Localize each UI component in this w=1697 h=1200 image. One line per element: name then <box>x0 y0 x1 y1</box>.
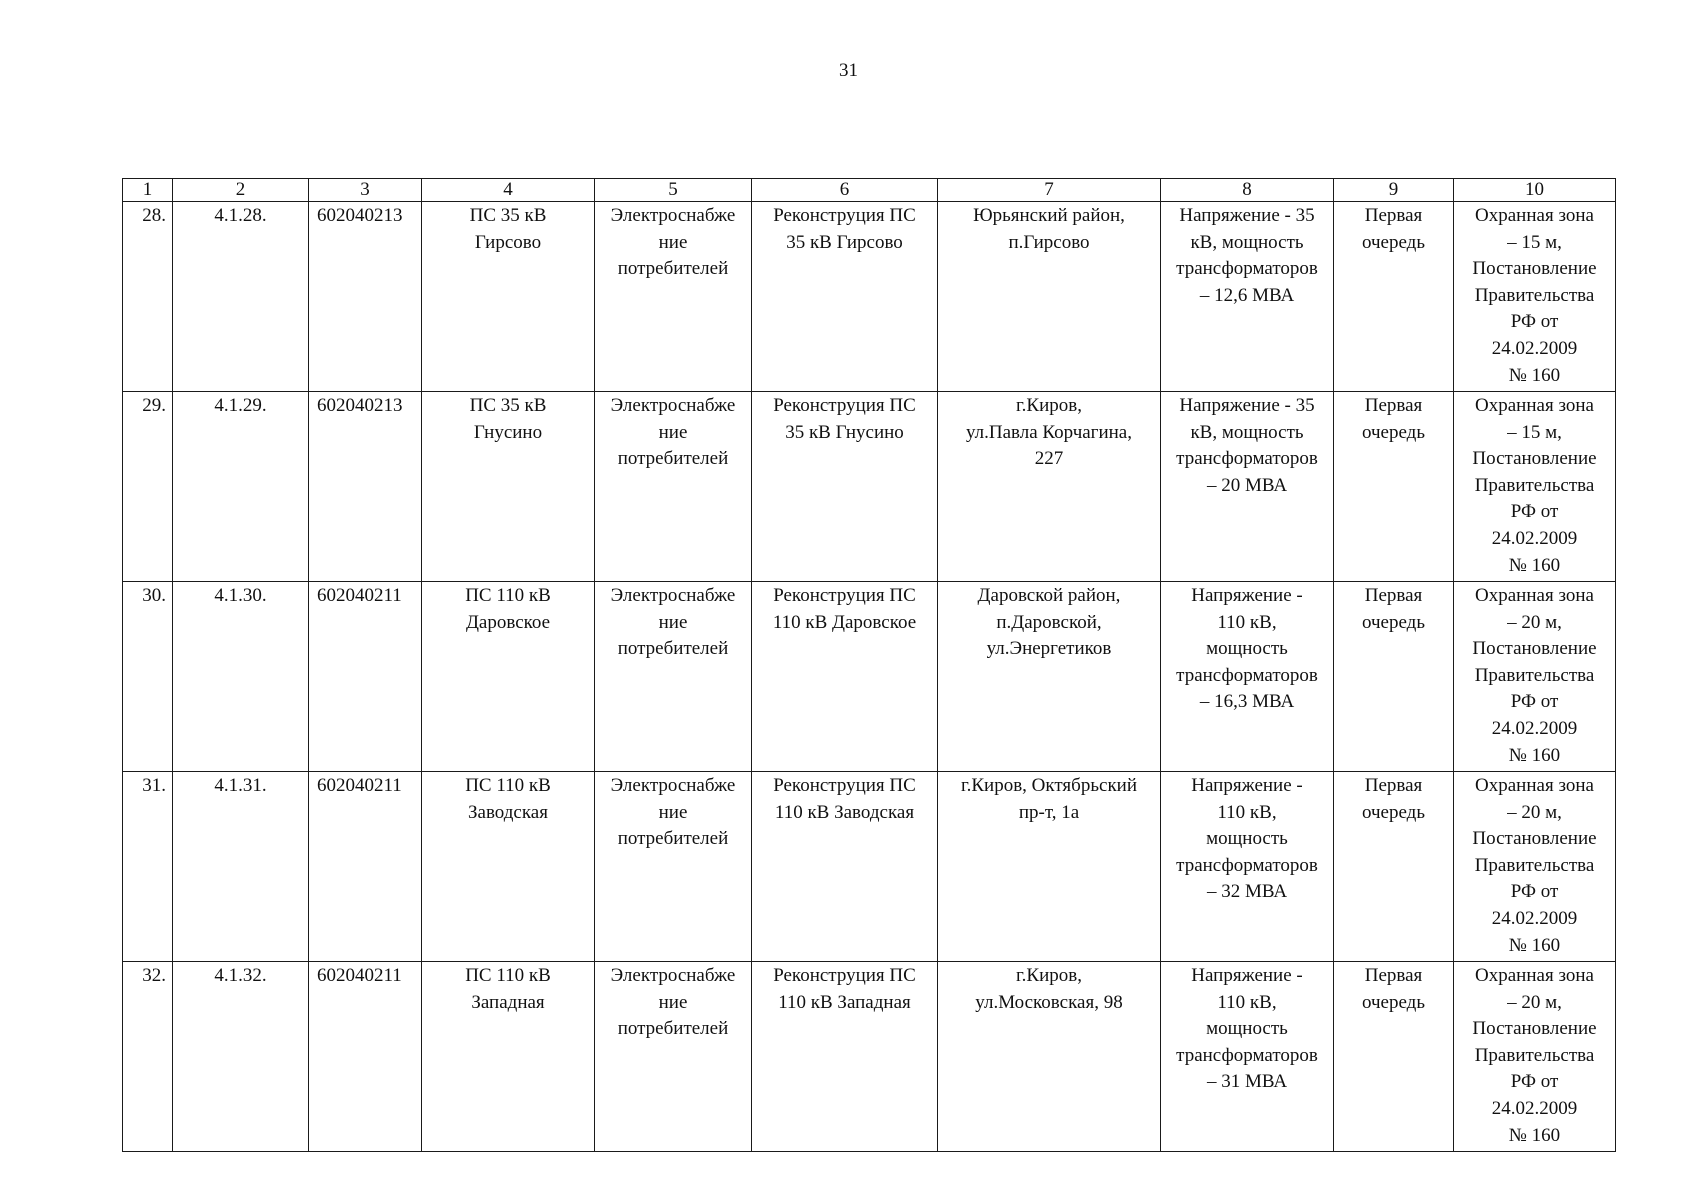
cell-line: Гнусино <box>473 421 543 443</box>
cell-line: Правительства <box>1474 284 1595 306</box>
cell-line: ул.Московская, 98 <box>975 991 1123 1013</box>
location-cell <box>938 582 1161 772</box>
cell-line: 35 кВ Гирсово <box>786 231 903 253</box>
object-code-cell: 602040211 <box>309 962 422 1152</box>
cell-line: Электроснабже <box>610 585 736 606</box>
cell-line: п.Гирсово <box>1008 231 1090 253</box>
cell-line: – 20 м, <box>1507 611 1562 633</box>
cell-line: № 160 <box>1508 1124 1561 1146</box>
cell-line: Правительства <box>1474 854 1595 876</box>
stage-cell <box>1334 392 1454 582</box>
cell-line: пр-т, 1а <box>1018 801 1080 823</box>
row-number-cell: 32. <box>123 962 173 1152</box>
item-reference-cell: 4.1.29. <box>173 392 309 582</box>
cell-line: трансформаторов <box>1176 258 1318 280</box>
cell-line: Электроснабже <box>610 205 736 226</box>
action-cell <box>752 392 938 582</box>
column-number-4: 4 <box>422 179 595 202</box>
cell-line: 24.02.2009 <box>1491 1097 1578 1119</box>
cell-line: Даровское <box>465 611 551 633</box>
cell-line: очередь <box>1361 421 1425 443</box>
cell-line: 110 кВ, <box>1217 611 1277 633</box>
cell-line: Напряжение - <box>1191 775 1303 796</box>
cell-line: № 160 <box>1508 554 1561 576</box>
object-name-cell <box>422 772 595 962</box>
table-row <box>123 582 1616 772</box>
cell-line: ул.Энергетиков <box>986 638 1112 660</box>
cell-line: РФ от <box>1510 881 1559 903</box>
cell-line: Первая <box>1364 585 1423 606</box>
page-number: 31 <box>839 60 858 81</box>
row-number-cell: 31. <box>123 772 173 962</box>
cell-line: трансформаторов <box>1176 664 1318 686</box>
cell-line: Охранная зона <box>1475 395 1594 416</box>
cell-line: Правительства <box>1474 1044 1595 1066</box>
cell-line: ние <box>658 801 688 823</box>
object-name-cell <box>422 392 595 582</box>
action-cell <box>752 772 938 962</box>
cell-line: – 15 м, <box>1507 231 1562 253</box>
cell-line: ние <box>658 421 688 443</box>
protection-zone-cell <box>1454 772 1616 962</box>
cell-line: 24.02.2009 <box>1491 717 1578 739</box>
cell-line: 110 кВ Даровское <box>772 611 917 633</box>
protection-zone-cell <box>1454 202 1616 392</box>
cell-line: очередь <box>1361 991 1425 1013</box>
cell-line: 227 <box>1034 448 1064 470</box>
cell-line: Даровской район, <box>977 585 1121 606</box>
cell-line: ПС 110 кВ <box>465 585 551 606</box>
cell-line: № 160 <box>1508 744 1561 766</box>
table-row <box>123 772 1616 962</box>
column-number-5: 5 <box>595 179 752 202</box>
stage-cell <box>1334 962 1454 1152</box>
row-number-cell: 29. <box>123 392 173 582</box>
cell-line: ПС 110 кВ <box>465 775 551 796</box>
purpose-cell <box>595 392 752 582</box>
object-code-cell: 602040211 <box>309 582 422 772</box>
object-code-cell: 602040211 <box>309 772 422 962</box>
cell-line: Охранная зона <box>1475 775 1594 796</box>
table-row <box>123 202 1616 392</box>
object-name-cell <box>422 582 595 772</box>
cell-line: 24.02.2009 <box>1491 527 1578 549</box>
column-number-9: 9 <box>1334 179 1454 202</box>
cell-line: ул.Павла Корчагина, <box>966 421 1132 443</box>
cell-line: Постановление <box>1472 638 1597 660</box>
cell-line: ние <box>658 231 688 253</box>
purpose-cell <box>595 772 752 962</box>
column-number-10: 10 <box>1454 179 1616 202</box>
cell-line: Правительства <box>1474 664 1595 686</box>
cell-line: Реконструция ПС <box>773 775 916 796</box>
action-cell <box>752 962 938 1152</box>
cell-line: 110 кВ, <box>1217 991 1277 1013</box>
row-number-cell: 30. <box>123 582 173 772</box>
object-code-cell: 602040213 <box>309 392 422 582</box>
object-name-cell <box>422 202 595 392</box>
cell-line: Первая <box>1364 775 1423 796</box>
cell-line: трансформаторов <box>1176 854 1318 876</box>
cell-line: Реконструция ПС <box>773 585 916 606</box>
item-reference-cell: 4.1.28. <box>173 202 309 392</box>
cell-line: РФ от <box>1510 1071 1559 1093</box>
cell-line: Первая <box>1364 205 1423 226</box>
cell-line: Постановление <box>1472 828 1597 850</box>
cell-line: – 31 МВА <box>1206 1071 1288 1093</box>
cell-line: кВ, мощность <box>1190 231 1304 253</box>
table-body <box>123 179 1616 1152</box>
cell-line: трансформаторов <box>1176 1044 1318 1066</box>
cell-line: РФ от <box>1510 501 1559 523</box>
cell-line: Заводская <box>468 801 548 823</box>
cell-line: – 20 МВА <box>1206 474 1288 496</box>
location-cell <box>938 962 1161 1152</box>
cell-line: 24.02.2009 <box>1491 907 1578 929</box>
object-name-cell <box>422 962 595 1152</box>
specifications-cell <box>1161 962 1334 1152</box>
cell-line: Напряжение - 35 <box>1179 205 1315 226</box>
cell-line: Охранная зона <box>1475 205 1594 226</box>
cell-line: № 160 <box>1508 364 1561 386</box>
cell-line: – 32 МВА <box>1206 881 1288 903</box>
item-reference-cell: 4.1.30. <box>173 582 309 772</box>
cell-line: ПС 35 кВ <box>469 395 547 416</box>
cell-line: Первая <box>1364 395 1423 416</box>
stage-cell <box>1334 202 1454 392</box>
cell-line: Охранная зона <box>1475 585 1594 606</box>
column-number-1: 1 <box>123 179 173 202</box>
cell-line: г.Киров, Октябрьский <box>960 775 1138 796</box>
stage-cell <box>1334 772 1454 962</box>
cell-line: Напряжение - 35 <box>1179 395 1315 416</box>
object-code-cell: 602040213 <box>309 202 422 392</box>
cell-line: Первая <box>1364 965 1423 986</box>
cell-line: РФ от <box>1510 311 1559 333</box>
cell-line: 24.02.2009 <box>1491 337 1578 359</box>
action-cell <box>752 202 938 392</box>
cell-line: потребителей <box>617 1018 729 1040</box>
column-number-8: 8 <box>1161 179 1334 202</box>
cell-line: Электроснабже <box>610 775 736 796</box>
cell-line: Электроснабже <box>610 965 736 986</box>
cell-line: Постановление <box>1472 258 1597 280</box>
row-number-cell: 28. <box>123 202 173 392</box>
cell-line: п.Даровской, <box>996 611 1102 633</box>
cell-line: 35 кВ Гнусино <box>785 421 904 443</box>
cell-line: потребителей <box>617 638 729 660</box>
specifications-cell <box>1161 392 1334 582</box>
column-number-6: 6 <box>752 179 938 202</box>
cell-line: – 16,3 МВА <box>1199 691 1295 713</box>
cell-line: мощность <box>1206 638 1288 660</box>
cell-line: ние <box>658 991 688 1013</box>
location-cell <box>938 392 1161 582</box>
specifications-cell <box>1161 772 1334 962</box>
cell-line: очередь <box>1361 611 1425 633</box>
cell-line: г.Киров, <box>1016 395 1082 416</box>
cell-line: трансформаторов <box>1176 448 1318 470</box>
cell-line: Постановление <box>1472 1018 1597 1040</box>
item-reference-cell: 4.1.32. <box>173 962 309 1152</box>
substations-table <box>122 178 1616 1152</box>
purpose-cell <box>595 582 752 772</box>
cell-line: Охранная зона <box>1475 965 1594 986</box>
cell-line: РФ от <box>1510 691 1559 713</box>
cell-line: Правительства <box>1474 474 1595 496</box>
column-number-2: 2 <box>173 179 309 202</box>
table-row <box>123 962 1616 1152</box>
cell-line: кВ, мощность <box>1190 421 1304 443</box>
cell-line: Реконструция ПС <box>773 395 916 416</box>
cell-line: 110 кВ Заводская <box>774 801 915 823</box>
cell-line: потребителей <box>617 258 729 280</box>
column-number-7: 7 <box>938 179 1161 202</box>
cell-line: Напряжение - <box>1191 585 1303 606</box>
cell-line: очередь <box>1361 231 1425 253</box>
action-cell <box>752 582 938 772</box>
cell-line: Гирсово <box>474 231 542 253</box>
purpose-cell <box>595 202 752 392</box>
cell-line: Реконструция ПС <box>773 205 916 226</box>
cell-line: – 20 м, <box>1507 991 1562 1013</box>
cell-line: Юрьянский район, <box>973 205 1125 226</box>
cell-line: потребителей <box>617 448 729 470</box>
column-number-row <box>123 179 1616 202</box>
purpose-cell <box>595 962 752 1152</box>
cell-line: мощность <box>1206 1018 1288 1040</box>
item-reference-cell: 4.1.31. <box>173 772 309 962</box>
specifications-cell <box>1161 202 1334 392</box>
cell-line: ПС 110 кВ <box>465 965 551 986</box>
cell-line: Реконструция ПС <box>773 965 916 986</box>
specifications-cell <box>1161 582 1334 772</box>
cell-line: – 20 м, <box>1507 801 1562 823</box>
cell-line: – 12,6 МВА <box>1199 284 1295 306</box>
cell-line: очередь <box>1361 801 1425 823</box>
cell-line: – 15 м, <box>1507 421 1562 443</box>
location-cell <box>938 772 1161 962</box>
stage-cell <box>1334 582 1454 772</box>
protection-zone-cell <box>1454 392 1616 582</box>
table-row <box>123 392 1616 582</box>
cell-line: Постановление <box>1472 448 1597 470</box>
cell-line: г.Киров, <box>1016 965 1082 986</box>
cell-line: 110 кВ Западная <box>778 991 911 1013</box>
cell-line: Электроснабже <box>610 395 736 416</box>
cell-line: № 160 <box>1508 934 1561 956</box>
cell-line: Западная <box>471 991 545 1013</box>
cell-line: потребителей <box>617 828 729 850</box>
cell-line: мощность <box>1206 828 1288 850</box>
cell-line: ние <box>658 611 688 633</box>
cell-line: ПС 35 кВ <box>469 205 547 226</box>
cell-line: 110 кВ, <box>1217 801 1277 823</box>
protection-zone-cell <box>1454 962 1616 1152</box>
column-number-3: 3 <box>309 179 422 202</box>
protection-zone-cell <box>1454 582 1616 772</box>
location-cell <box>938 202 1161 392</box>
cell-line: Напряжение - <box>1191 965 1303 986</box>
